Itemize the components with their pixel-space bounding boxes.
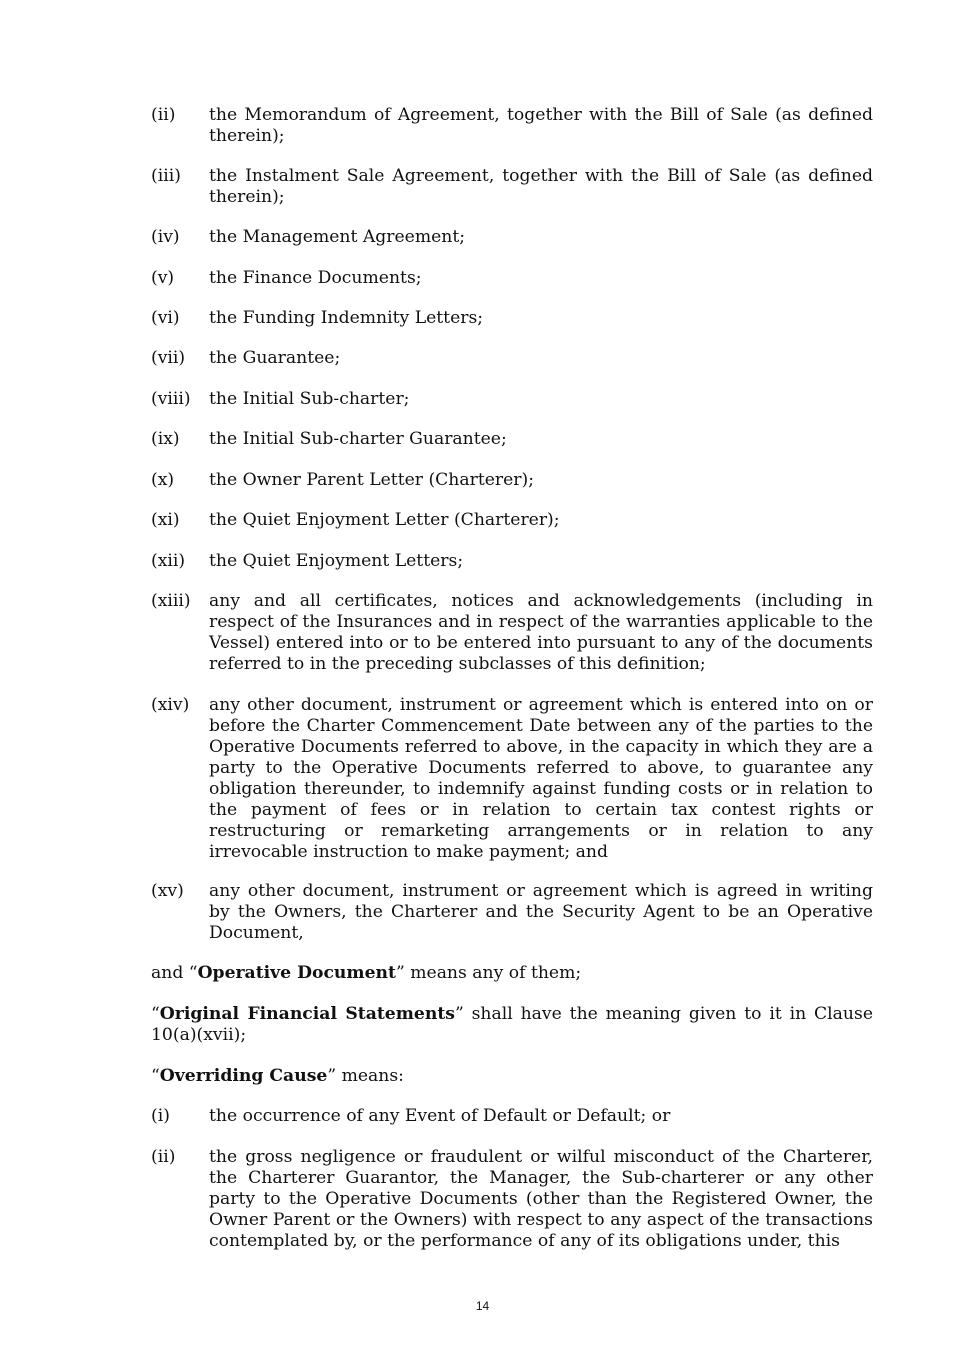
item-number: (i) [151, 1106, 170, 1126]
item-number: (vii) [151, 348, 186, 368]
item-number: (ii) [151, 1147, 176, 1167]
defined-term: Overriding Cause [159, 1066, 328, 1086]
item-number: (iv) [151, 227, 180, 247]
item-text: the Quiet Enjoyment Letters; [209, 551, 464, 571]
item-text: the Memorandum of Agreement, together with the Bill of Sale (as defined therein); [209, 105, 873, 146]
prefix: “ [151, 1004, 160, 1024]
item-number: (viii) [151, 389, 191, 409]
item-number: (v) [151, 268, 175, 288]
item-number: (xii) [151, 551, 186, 571]
item-number: (xiv) [151, 695, 190, 715]
item-text: any other document, instrument or agreement which is entered into on or before the Charter Commencement Date between any of the parties to the Operative Documents referred to above, in the capacity in which they are a party to the Operative Documents referred to above, to guarantee any obligation thereunder, to indemnify against funding costs or in relation to the payment of fees or in relation to certain tax contest rights or restructuring or remarketing arrangements or in relation to any irrevocable instruction to make payment; and [209, 695, 873, 862]
prefix: “ [151, 1066, 160, 1086]
item-number: (vi) [151, 308, 180, 328]
item-text: the gross negligence or fraudulent or wilful misconduct of the Charterer, the Charterer Guarantor, the Manager, the Sub-charterer or any other party to the Operative Documents (other than the Registered Owner, the Owner Parent or the Owners) with respect to any aspect of the transactions contemplated by, or the performance of any of its obligations under, this [209, 1147, 873, 1251]
item-number: (ii) [151, 105, 176, 125]
item-text: the Owner Parent Letter (Charterer); [209, 470, 535, 490]
item-text: the Management Agreement; [209, 227, 466, 247]
operative-document-paragraph [151, 963, 873, 984]
item-number: (xiii) [151, 591, 191, 611]
defined-term: Operative Document [197, 963, 396, 983]
item-text: the Instalment Sale Agreement, together with the Bill of Sale (as defined therein); [209, 166, 873, 207]
item-text: any other document, instrument or agreement which is agreed in writing by the Owners, the Charterer and the Security Agent to be an Operative Document, [209, 881, 873, 943]
item-number: (xi) [151, 510, 180, 530]
suffix: ” means: [327, 1066, 404, 1086]
overriding-cause-definition [151, 1066, 873, 1087]
item-number: (ix) [151, 429, 180, 449]
item-text: the Initial Sub-charter Guarantee; [209, 429, 507, 449]
item-number: (xv) [151, 881, 184, 901]
item-text: the Quiet Enjoyment Letter (Charterer); [209, 510, 560, 530]
item-number: (iii) [151, 166, 181, 186]
suffix: ” shall have the meaning given to it in Clause 10(a)(xvii); [151, 1004, 873, 1045]
item-text: any and all certificates, notices and acknowledgements (including in respect of the Insurances and in respect of the warranties applicable to the Vessel) entered into or to be entered into pursuant to any of the documents referred to in the preceding subclasses of this definition; [209, 591, 873, 674]
item-number: (x) [151, 470, 175, 490]
item-text: the Initial Sub-charter; [209, 389, 410, 409]
defined-term: Original Financial Statements [159, 1004, 455, 1024]
original-financial-statements-definition [151, 1004, 873, 1046]
suffix: ” means any of them; [395, 963, 582, 983]
item-text: the occurrence of any Event of Default or Default; or [209, 1106, 671, 1126]
prefix: and “ [151, 963, 198, 983]
item-text: the Guarantee; [209, 348, 341, 368]
page-number: 14 [475, 1299, 490, 1313]
item-text: the Finance Documents; [209, 268, 422, 288]
item-text: the Funding Indemnity Letters; [209, 308, 484, 328]
